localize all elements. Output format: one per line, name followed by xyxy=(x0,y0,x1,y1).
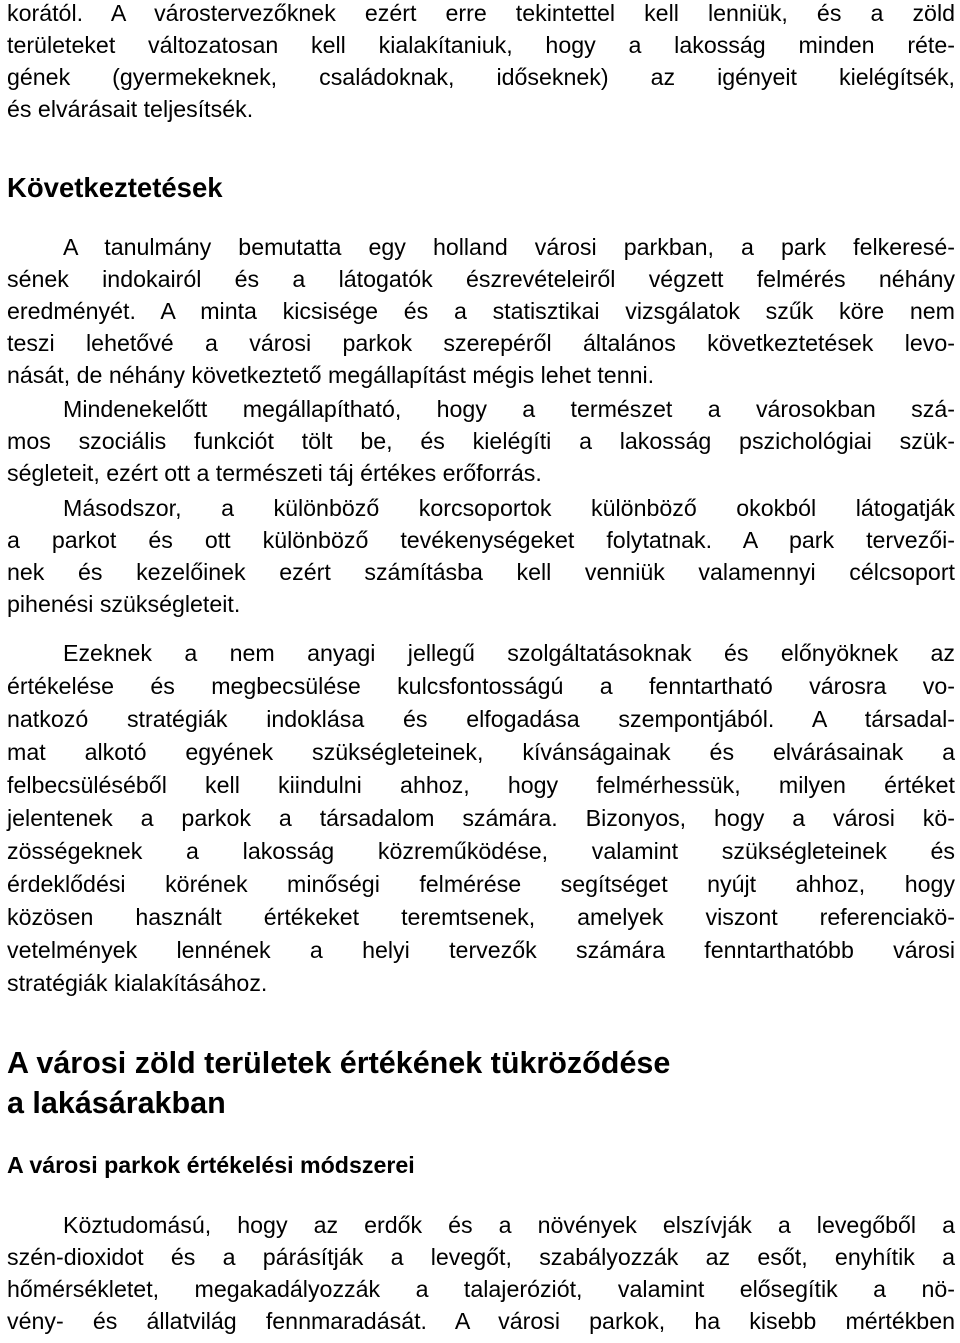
text-line: eredményét. A minta kicsisége és a statisztikai vizsgálatok szűk köre nem xyxy=(7,298,955,324)
text-line: a parkot és ott különböző tevékenységeket folytatnak. A park tervezői- xyxy=(7,527,955,553)
text-line: Másodszor, a különböző korcsoportok különböző okokból látogatják xyxy=(63,495,955,521)
text-line: vény- és állatvilág fennmaradását. A városi parkok, ha kisebb mértékben xyxy=(7,1308,955,1334)
text-line: nását, de néhány következtető megállapítást mégis lehet tenni. xyxy=(7,362,655,388)
text-line: és elvárásait teljesítsék. xyxy=(7,96,254,122)
text-line: mos szociális funkciót tölt be, és kielégíti a lakosság pszichológiai szük- xyxy=(7,428,955,454)
text-line: stratégiák kialakításához. xyxy=(7,970,268,996)
text-line: Köztudomású, hogy az erdők és a növények elszívják a levegőből a xyxy=(63,1212,955,1238)
text-line: hőmérsékletet, megakadályozzák a talajeróziót, valamint elősegítik a nö- xyxy=(7,1276,955,1302)
text-line: érdeklődési körének minőségi felmérése segítséget nyújt ahhoz, hogy xyxy=(7,871,955,897)
text-line: közösen használt értékeket teremtsenek, amelyek viszont referenciakö- xyxy=(7,904,955,930)
text-line: felbecsüléséből kell kiindulni ahhoz, hogy felmérhessük, milyen értéket xyxy=(7,772,955,798)
chapter-heading-line: A városi zöld területek értékének tükröződése xyxy=(7,1046,671,1080)
text-line: Mindenekelőtt megállapítható, hogy a természet a városokban szá- xyxy=(63,396,955,422)
text-line: területeket változatosan kell kialakítaniuk, hogy a lakosság minden réte- xyxy=(7,32,955,58)
text-line: A tanulmány bemutatta egy holland városi parkban, a park felkeresé- xyxy=(63,234,955,260)
text-line: sének indokairól és a látogatók észrevételeiről végzett felmérés néhány xyxy=(7,266,955,292)
text-line: zösségeknek a lakosság közreműködése, valamint szükségleteinek és xyxy=(7,838,955,864)
text-line: jelentenek a parkok a társadalom számára. Bizonyos, hogy a városi kö- xyxy=(7,805,955,831)
text-line: natkozó stratégiák indoklása és elfogadása szempontjából. A társadal- xyxy=(7,706,955,732)
text-line: teszi lehetővé a városi parkok szerepéről általános következtetések levo- xyxy=(7,330,955,356)
text-line: mat alkotó egyének szükségleteinek, kívánságainak és elvárásainak a xyxy=(7,739,955,765)
text-line: szén-dioxidot és a párásítják a levegőt, szabályozzák az esőt, enyhítik a xyxy=(7,1244,955,1270)
section-heading: Következtetések xyxy=(7,172,223,203)
text-line: értékelése és megbecsülése kulcsfontosságú a fenntartható városra vo- xyxy=(7,673,955,699)
text-line: nek és kezelőinek ezért számításba kell venniük valamennyi célcsoport xyxy=(7,559,955,585)
text-line: Ezeknek a nem anyagi jellegű szolgáltatásoknak és előnyöknek az xyxy=(63,640,955,666)
chapter-heading-line: a lakásárakban xyxy=(7,1086,226,1120)
text-line: gének (gyermekeknek, családoknak, időseknek) az igényeit kielégítsék, xyxy=(7,64,955,90)
subsection-heading: A városi parkok értékelési módszerei xyxy=(7,1152,415,1178)
text-line: vetelmények lennének a helyi tervezők számára fenntarthatóbb városi xyxy=(7,937,955,963)
text-line: ségleteit, ezért ott a természeti táj értékes erőforrás. xyxy=(7,460,542,486)
text-line: korától. A várostervezőknek ezért erre tekintettel kell lenniük, és a zöld xyxy=(7,0,955,26)
text-line: pihenési szükségleteit. xyxy=(7,591,241,617)
